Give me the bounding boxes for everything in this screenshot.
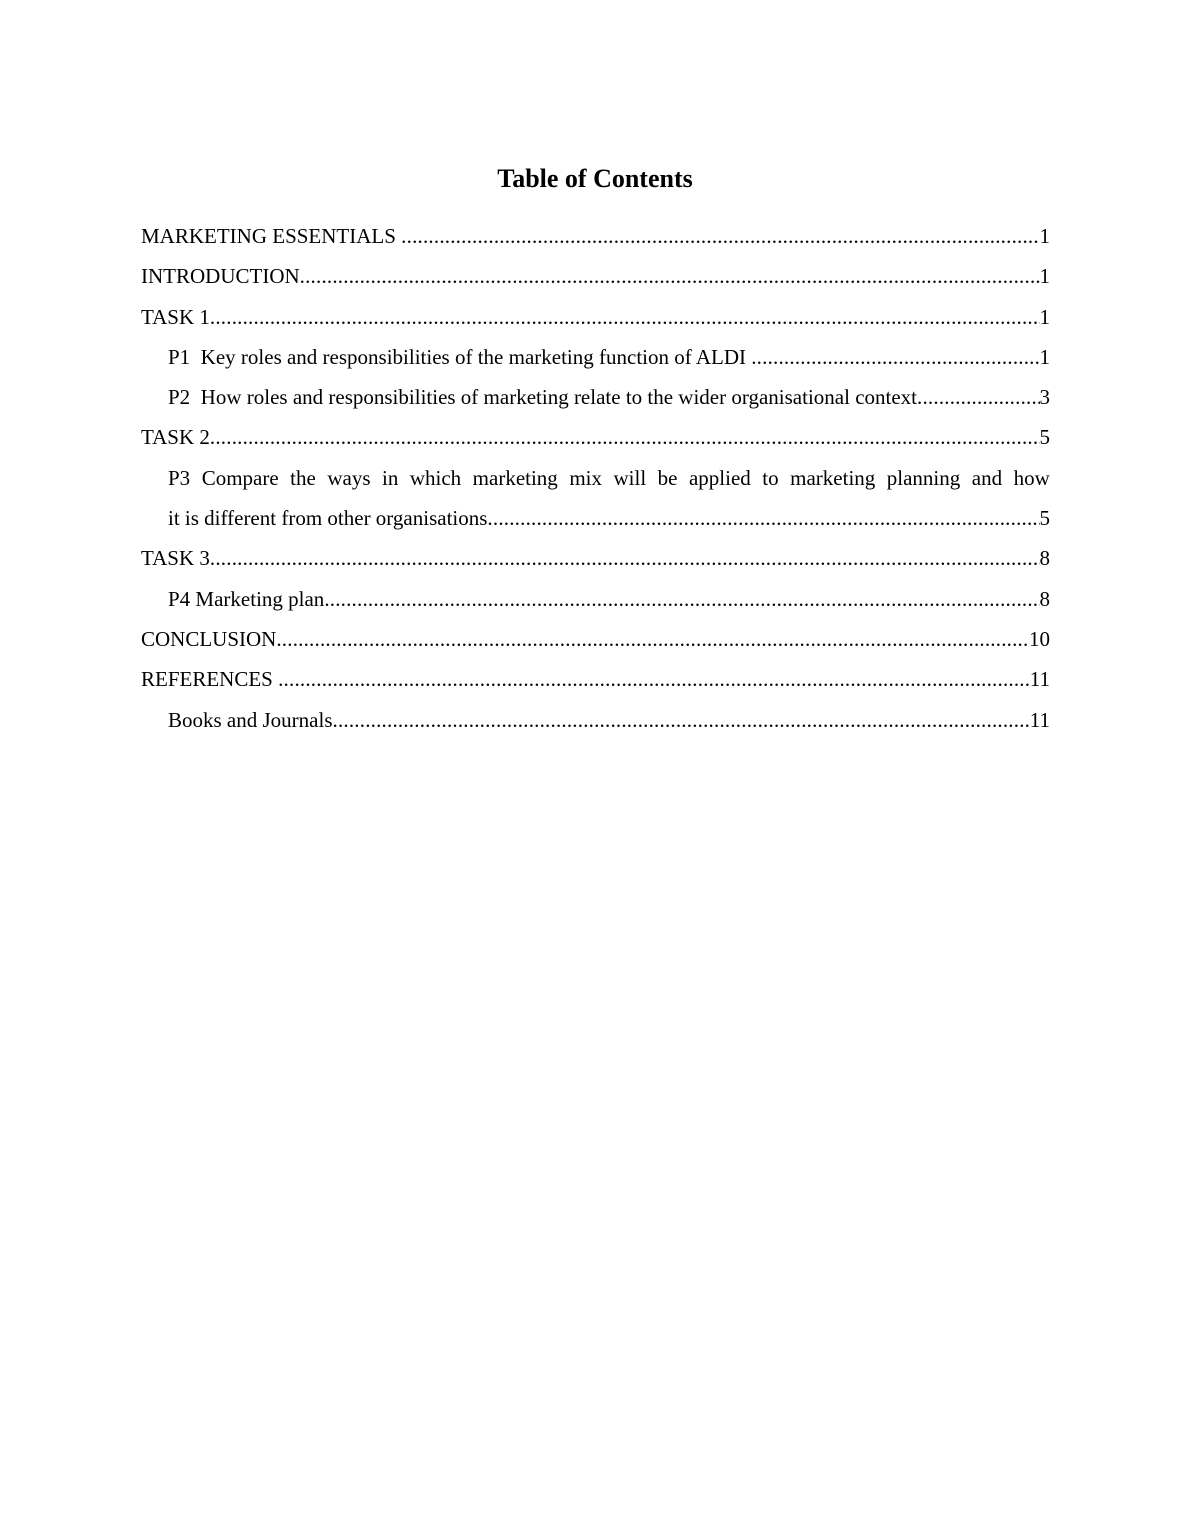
toc-dot-leader	[300, 258, 1040, 294]
toc-dot-leader	[210, 299, 1040, 335]
toc-entry-p1[interactable]	[141, 339, 1050, 379]
toc-entry-task-1[interactable]	[141, 299, 1050, 339]
toc-entry-word: which	[409, 465, 462, 490]
toc-entry-text: it is different from other organisations	[168, 506, 488, 531]
toc-entry-text: P4 Marketing plan	[168, 586, 325, 611]
toc-entry-text: Books and Journals	[168, 707, 333, 732]
toc-entry-text: TASK 2	[141, 425, 210, 450]
toc-entry-word: and	[971, 465, 1003, 490]
toc-entry-word: marketing	[790, 465, 876, 490]
toc-dot-leader	[210, 419, 1040, 455]
toc-entry-word: marketing	[472, 465, 558, 490]
toc-entry-word: mix	[569, 465, 602, 490]
toc-entry-task-2[interactable]	[141, 419, 1050, 459]
toc-page-number: 8	[1039, 546, 1050, 571]
toc-entry-word: the	[290, 465, 316, 490]
toc-entry-marketing-essentials[interactable]	[141, 218, 1050, 258]
toc-entry-word: to	[762, 465, 779, 490]
toc-dot-leader	[324, 581, 1039, 617]
toc-dot-leader	[276, 621, 1029, 657]
toc-entry-introduction[interactable]	[141, 258, 1050, 298]
toc-page-number: 5	[1039, 425, 1050, 450]
toc-page-number: 1	[1039, 264, 1050, 289]
toc-entry-books-and-journals[interactable]	[141, 702, 1050, 742]
toc-dot-leader	[487, 500, 1039, 536]
toc-entry-text: MARKETING ESSENTIALS	[141, 224, 402, 248]
toc-page-number: 11	[1029, 667, 1050, 692]
toc-entry-word: planning	[886, 465, 961, 490]
toc-page-number: 11	[1029, 707, 1050, 732]
toc-entry-word: be	[657, 465, 678, 490]
toc-entry-text: TASK 3	[141, 546, 210, 571]
toc-entry-word: ways	[327, 465, 371, 490]
toc-dot-leader	[278, 661, 1030, 697]
toc-page-number: 8	[1039, 586, 1050, 611]
toc-entry-text: P1 Key roles and responsibilities of the marketing function of ALDI	[168, 344, 752, 369]
toc-entry-references[interactable]	[141, 661, 1050, 701]
toc-dot-leader	[917, 379, 1039, 415]
toc-entry-word: applied	[688, 465, 751, 490]
toc-page-number: 1	[1039, 344, 1050, 369]
toc-entry-word: P3	[168, 465, 191, 490]
page-title: Table of Contents	[497, 164, 693, 193]
toc-entry-conclusion[interactable]	[141, 621, 1050, 661]
toc-entry-word: in	[382, 465, 399, 490]
toc-dot-leader	[401, 218, 1039, 254]
toc-dot-leader	[333, 702, 1030, 738]
toc-entry-text: INTRODUCTION	[141, 264, 300, 289]
toc-page-number: 3	[1039, 385, 1050, 410]
toc-entry-p2[interactable]	[141, 379, 1050, 419]
toc-entry-word: Compare	[201, 465, 279, 490]
toc-entry-task-3[interactable]	[141, 540, 1050, 580]
toc-entry-text: CONCLUSION	[141, 626, 277, 651]
toc-entry-word: how	[1013, 465, 1050, 490]
toc-page-number: 5	[1039, 506, 1050, 531]
toc-page-number: 1	[1039, 224, 1050, 248]
toc-entry-p3-line-1[interactable]	[141, 460, 1050, 500]
toc-entry-text: REFERENCES	[141, 667, 279, 692]
toc-entry-p4[interactable]	[141, 581, 1050, 621]
table-of-contents	[141, 218, 1050, 742]
toc-entry-word: will	[613, 465, 647, 490]
toc-page-number: 1	[1039, 304, 1050, 329]
toc-dot-leader	[210, 540, 1040, 576]
toc-dot-leader	[751, 339, 1039, 375]
toc-entry-p3-line-2[interactable]	[141, 500, 1050, 540]
toc-page-number: 10	[1029, 626, 1050, 651]
toc-entry-text: TASK 1	[141, 304, 210, 329]
toc-entry-text: P2 How roles and responsibilities of marketing relate to the wider organisational context	[168, 385, 918, 410]
